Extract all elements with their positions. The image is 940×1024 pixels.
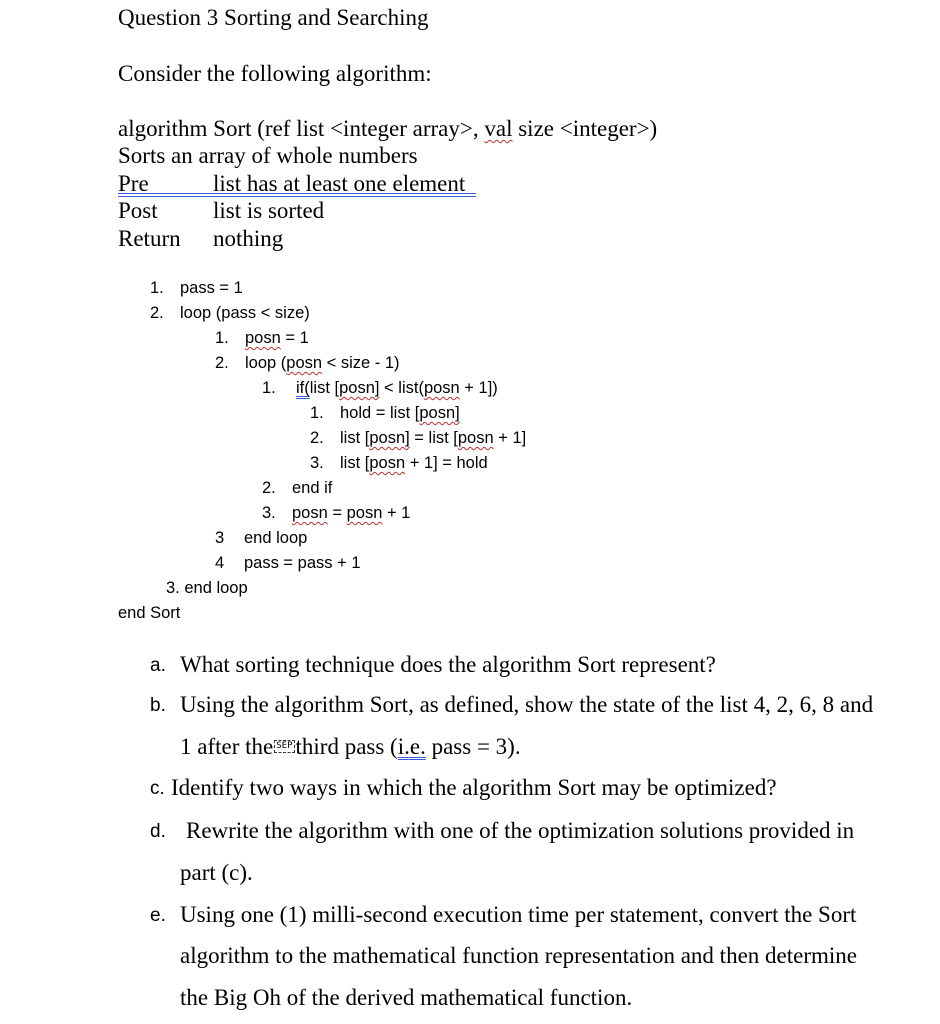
code-token: =: [327, 504, 347, 522]
code-line: [340, 405, 460, 422]
code-line-num: 1.: [310, 404, 324, 422]
question-title: Question 3 Sorting and Searching: [118, 5, 429, 30]
question-letter: e.: [150, 905, 166, 926]
code-token: posn: [423, 379, 460, 397]
text-fragment: 1 after the: [180, 734, 274, 759]
code-token: posn: [346, 504, 383, 522]
question-b: [150, 693, 910, 765]
question-c: [150, 776, 910, 806]
code-line: [296, 380, 498, 397]
question-text: What sorting technique does the algorithm Sort represent?: [180, 652, 716, 677]
code-line: [340, 430, 526, 447]
code-token: posn: [245, 329, 281, 347]
question-text: Identify two ways in which the algorithm Sort may be optimized?: [171, 775, 777, 800]
return-label: Return: [118, 226, 181, 251]
question-text: part (c).: [180, 860, 253, 885]
code-line: end if: [292, 479, 333, 497]
code-token: + 1]): [459, 379, 498, 397]
pre-value: list has at least one element: [213, 171, 466, 196]
question-letter: d.: [150, 821, 166, 842]
code-line-num: 3.: [310, 454, 324, 472]
code-line: 3. end loop: [166, 579, 248, 597]
code-line: [245, 330, 309, 347]
code-line: loop (pass < size): [180, 304, 310, 322]
algorithm-signature: [118, 117, 657, 140]
code-token: if(: [296, 379, 310, 397]
code-token: posn]: [419, 404, 460, 422]
code-token: hold = list [: [340, 404, 420, 422]
code-token: list [: [309, 379, 340, 397]
text-fragment: third pass (: [295, 734, 398, 759]
question-text: algorithm to the mathematical function representation and then determine: [180, 943, 857, 968]
code-token: = 1: [280, 329, 309, 347]
code-line: [340, 455, 488, 472]
code-token: loop (: [245, 354, 287, 372]
code-token: = list [: [409, 429, 458, 447]
post-label: Post: [118, 198, 158, 223]
code-line-num: 3: [215, 529, 225, 547]
code-end: end Sort: [118, 604, 181, 622]
code-line-num: 1.: [262, 379, 276, 397]
code-line: [245, 355, 400, 372]
post-value: list is sorted: [213, 198, 325, 223]
code-line: pass = 1: [180, 279, 243, 297]
return-value: nothing: [213, 226, 284, 251]
code-line-num: 2.: [262, 479, 276, 497]
code-line-num: 1.: [150, 279, 164, 297]
code-line-num: 3.: [262, 504, 276, 522]
code-token: + 1: [382, 504, 411, 522]
algorithm-description: Sorts an array of whole numbers: [118, 143, 418, 168]
signature-part1: algorithm Sort (ref list <integer array>,: [118, 116, 485, 141]
code-line-num: 1.: [215, 329, 229, 347]
code-token: posn]: [339, 379, 380, 397]
signature-val: val: [484, 116, 513, 141]
signature-part2: size <integer>): [512, 116, 658, 141]
code-line-num: 4: [215, 554, 225, 572]
code-token: < list(: [379, 379, 424, 397]
code-token: posn: [292, 504, 328, 522]
question-letter: b.: [150, 695, 166, 716]
pre-underline-second: [118, 196, 476, 197]
sep-marker: SEP: [276, 741, 293, 752]
pre-label: Pre: [118, 171, 149, 196]
code-line: [292, 505, 410, 522]
text-fragment: i.e.: [397, 734, 426, 759]
question-a: [150, 653, 910, 683]
code-token: < size - 1): [322, 354, 400, 372]
code-line-num: 2.: [150, 304, 164, 322]
code-token: posn: [286, 354, 323, 372]
code-token: posn]: [369, 429, 410, 447]
code-token: posn: [457, 429, 494, 447]
code-token: list [: [340, 454, 370, 472]
code-line-num: 2.: [310, 429, 324, 447]
code-line: pass = pass + 1: [244, 554, 361, 572]
code-token: + 1]: [493, 429, 527, 447]
text-fragment: pass = 3).: [425, 734, 521, 759]
code-token: posn: [369, 454, 406, 472]
question-text: Rewrite the algorithm with one of the optimization solutions provided in: [186, 818, 855, 843]
question-e: [150, 903, 910, 1017]
code-line-num: 2.: [215, 354, 229, 372]
question-letter: a.: [150, 655, 166, 676]
question-text: Using one (1) milli-second execution time per statement, convert the Sort: [180, 902, 857, 927]
code-token: + 1] = hold: [405, 454, 488, 472]
question-letter: c.: [150, 778, 165, 799]
question-text: Using the algorithm Sort, as defined, show the state of the list 4, 2, 6, 8 and: [180, 692, 874, 717]
question-d: [150, 819, 910, 891]
code-line: end loop: [244, 529, 308, 547]
code-token: list [: [340, 429, 370, 447]
intro-text: Consider the following algorithm:: [118, 61, 432, 86]
question-text: [180, 735, 521, 758]
question-text: the Big Oh of the derived mathematical function.: [180, 985, 633, 1010]
